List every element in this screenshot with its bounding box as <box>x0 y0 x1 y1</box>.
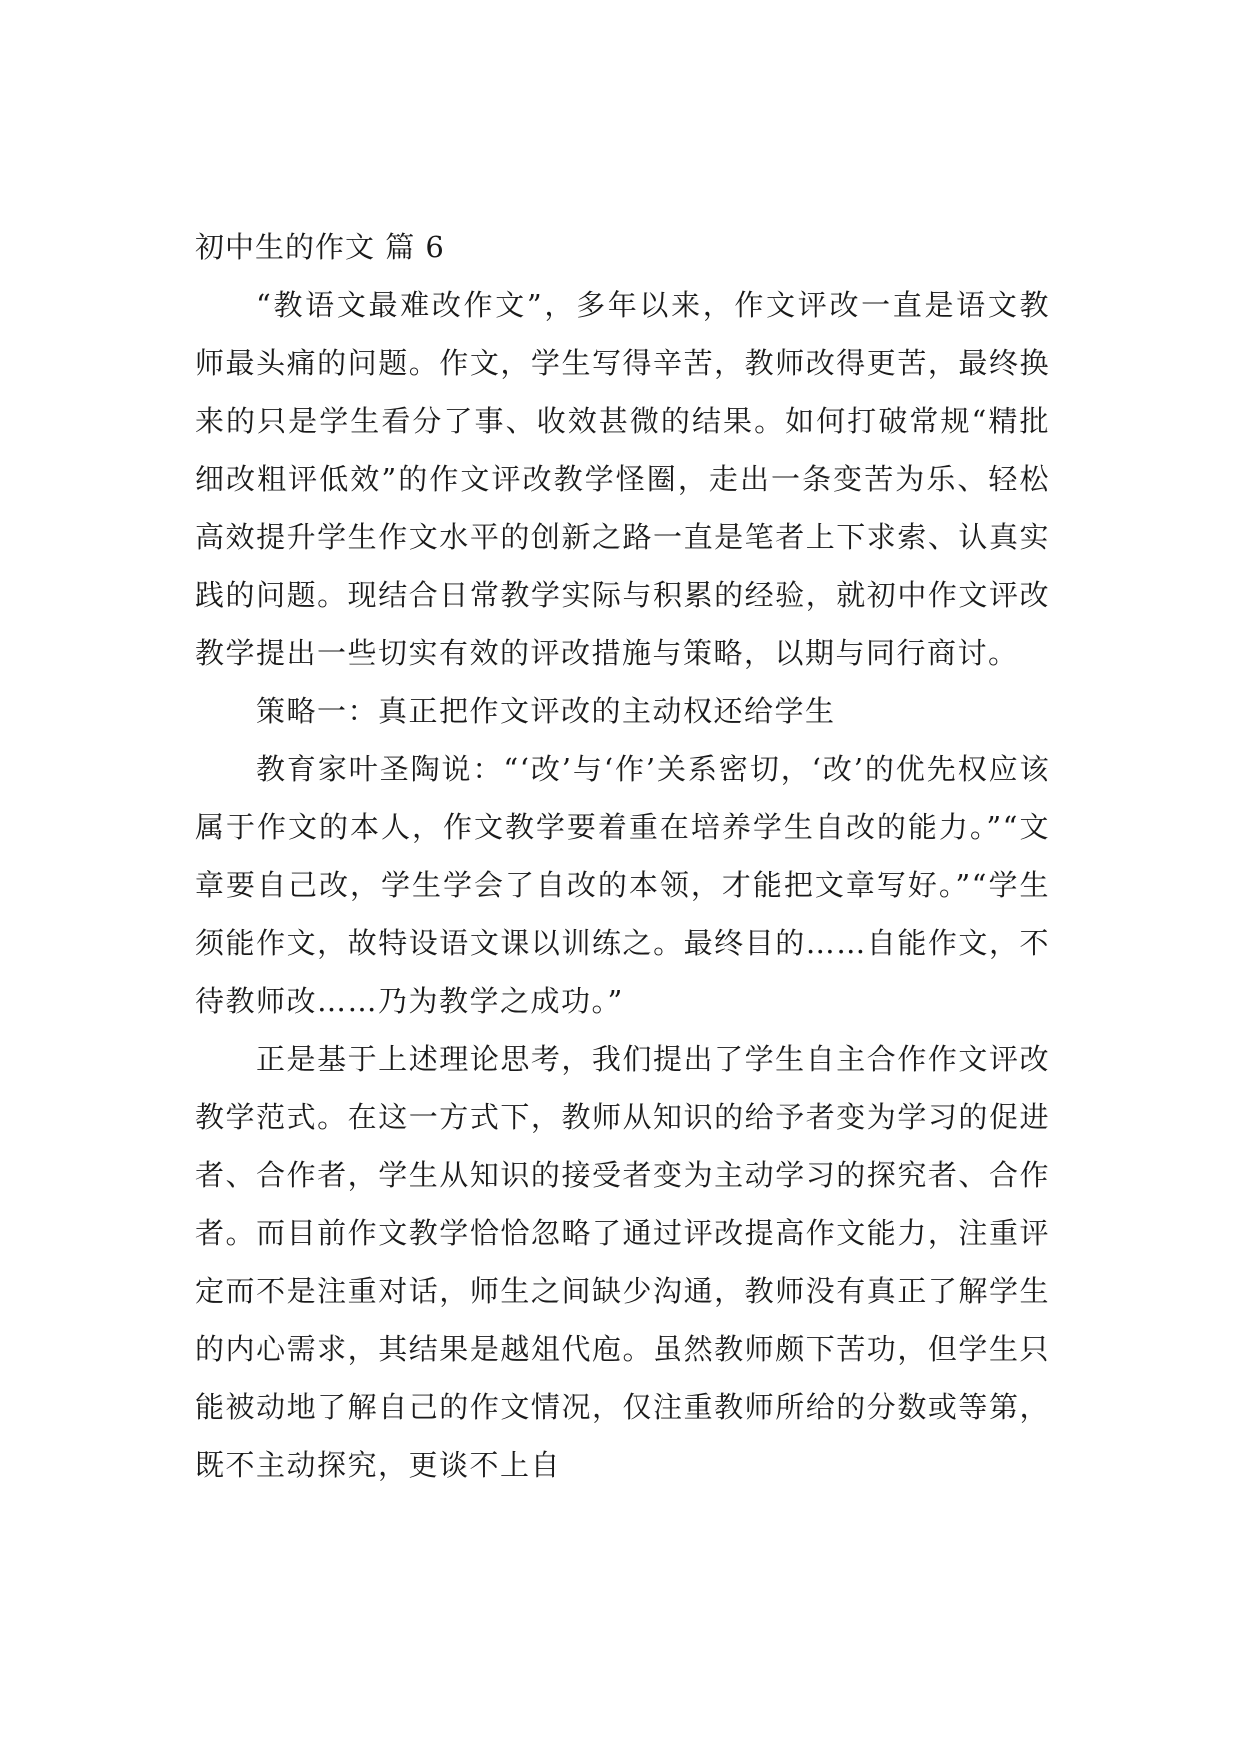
document-heading: 初中生的作文 篇 6 <box>195 230 445 264</box>
intro-paragraph: “教语文最难改作文”，多年以来，作文评改一直是语文教师最头痛的问题。作文，学生写得辛苦，教师改得更苦，最终换来的只是学生看分了事、收效甚微的结果。如何打破常规“精批细改粗评低效”的作文评改教学怪圈，走出一条变苦为乐、轻松高效提升学生作文水平的创新之路一直是笔者上下求索、认真实践的问题。现结合日常教学实际与积累的经验，就初中作文评改教学提出一些切实有效的评改措施与策略，以期与同行商讨。 <box>195 288 1050 670</box>
body-paragraph: 正是基于上述理论思考，我们提出了学生自主合作作文评改教学范式。在这一方式下，教师从知识的给予者变为学习的促进者、合作者，学生从知识的接受者变为主动学习的探究者、合作者。而目前作文教学恰恰忽略了通过评改提高作文能力，注重评定而不是注重对话，师生之间缺少沟通，教师没有真正了解学生的内心需求，其结果是越俎代庖。虽然教师颇下苦功，但学生只能被动地了解自己的作文情况，仅注重教师所给的分数或等第，既不主动探究，更谈不上自 <box>195 1042 1050 1482</box>
quote-paragraph: 教育家叶圣陶说：“‘改’与‘作’关系密切，‘改’的优先权应该属于作文的本人，作文教学要着重在培养学生自改的能力。”“文章要自己改，学生学会了自改的本领，才能把文章写好。”“学生须能作文，故特设语文课以训练之。最终目的……自能作文，不待教师改……乃为教学之成功。” <box>195 752 1050 1018</box>
document-page <box>195 218 1050 1494</box>
strategy-heading: 策略一：真正把作文评改的主动权还给学生 <box>256 694 836 728</box>
